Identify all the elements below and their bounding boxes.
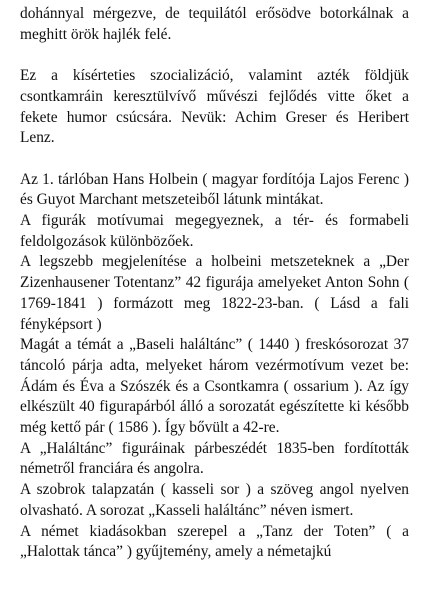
paragraph-gap (20, 149, 409, 170)
paragraph-5: A legszebb megjelenítése a holbeini metszeteknek a „Der Zizenhausener Totentanz” 42 figurája amelyeket Anton Sohn ( 1769-1841 ) formázott meg 1822-23-ban. ( Lásd a fali fényképsort ) (20, 253, 409, 333)
paragraph-4: A figurák motívumai megegyeznek, a tér- és formabeli feldolgozások különbözőek. (20, 212, 409, 250)
paragraph-6: Magát a témát a „Baseli haláltánc” ( 1440 ) freskósorozat 37 táncoló párja adta, melyeket három vezérmotívum vezet be: Ádám és Éva a Szószék és a Csontkamra ( ossarium ). Az így elkészült 40 figurapárból álló a sorozatát egészítette ki később még kettő pár ( 1586 ). Így bővült a 42-re. (20, 336, 409, 437)
paragraph-gap (20, 45, 409, 66)
paragraph-7: A „Haláltánc” figuráinak párbeszédét 1835-ben fordították németről franciára és angolra. (20, 439, 409, 478)
paragraph-3: Az 1. tárlóban Hans Holbein ( magyar fordítója Lajos Ferenc ) és Guyot Marchant metszeteiből látunk mintákat. (20, 170, 409, 209)
paragraph-8: A szobrok talapzatán ( kasseli sor ) a szöveg angol nyelven olvasható. A sorozat „Kasseli haláltánc” néven ismert. (20, 481, 409, 519)
paragraph-2: Ez a kísérteties szocializáció, valamint azték földjük csontkamráin keresztülvívő művészi fejlődés vitte őket a fekete humor csúcsára. Nevük: Achim Greser és Heribert Lenz. (20, 67, 409, 147)
paragraph-1: dohánnyal mérgezve, de tequilától erősödve botorkálnak a meghitt örök hajlék felé. (20, 5, 409, 43)
document-page (20, 4, 409, 563)
paragraph-9: A német kiadásokban szerepel a „Tanz der Toten” ( a „Halottak tánca” ) gyűjtemény, amely a németajkú (20, 522, 409, 561)
